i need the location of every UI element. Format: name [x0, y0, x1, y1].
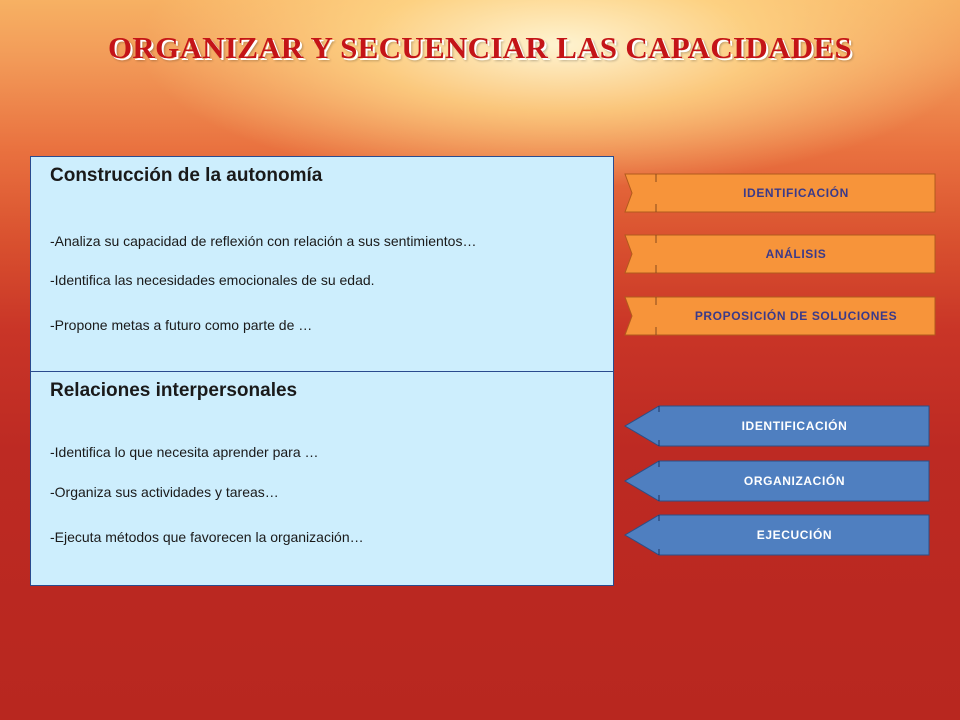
orange-tag-label: ANÁLISIS	[765, 247, 827, 261]
orange-tag-label: IDENTIFICACIÓN	[743, 186, 849, 200]
orange-tag-analisis	[624, 234, 936, 274]
autonomy-item-1: -Analiza su capacidad de reflexión con relación a sus sentimientos…	[50, 233, 477, 249]
orange-tag-label: PROPOSICIÓN DE SOLUCIONES	[694, 309, 898, 323]
autonomy-box	[30, 156, 614, 372]
orange-tag-identificacion	[624, 173, 936, 213]
orange-tag-proposicion	[624, 296, 936, 336]
autonomy-item-3: -Propone metas a futuro como parte de …	[50, 317, 313, 333]
page-title: ORGANIZAR Y SECUENCIAR LAS CAPACIDADES	[107, 30, 852, 65]
blue-tag-identificacion	[624, 405, 930, 445]
blue-tag-ejecucion	[624, 514, 930, 554]
blue-tag-label: IDENTIFICACIÓN	[741, 419, 848, 433]
relations-item-1: -Identifica lo que necesita aprender para …	[50, 444, 319, 460]
blue-tag-label: EJECUCIÓN	[756, 528, 833, 542]
autonomy-item-2: -Identifica las necesidades emocionales de su edad.	[50, 272, 375, 288]
relations-item-2: -Organiza sus actividades y tareas…	[50, 484, 279, 500]
relations-heading: Relaciones interpersonales	[50, 380, 298, 401]
blue-tag-organizacion	[624, 460, 930, 500]
relations-box	[30, 372, 614, 586]
blue-tag-label: ORGANIZACIÓN	[743, 474, 846, 488]
autonomy-heading: Construcción de la autonomía	[50, 165, 323, 186]
relations-item-3: -Ejecuta métodos que favorecen la organización…	[50, 529, 364, 545]
